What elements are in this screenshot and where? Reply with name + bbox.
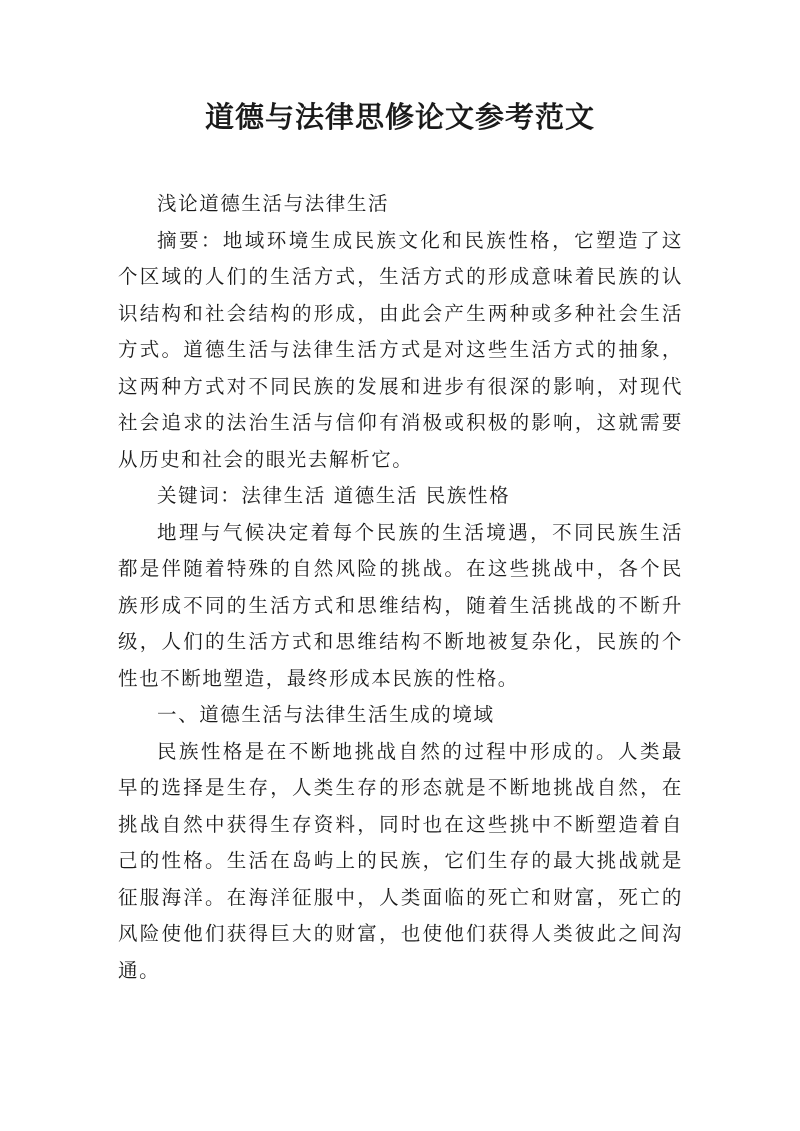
document-body xyxy=(118,186,683,989)
keywords-paragraph: 关键词：法律生活 道德生活 民族性格 xyxy=(157,484,511,507)
abstract-paragraph: 摘要：地域环境生成民族文化和民族性格，它塑造了这个区域的人们的生活方式，生活方式的形成意味着民族的认识结构和社会结构的形成，由此会产生两种或多种社会生活方式。道德生活与法律生活方式是对这些生活方式的抽象，这两种方式对不同民族的发展和进步有很深的影响，对现代社会追求的法治生活与信仰有消极或积极的影响，这就需要从历史和社会的眼光去解析它。 xyxy=(118,228,683,471)
document-title: 道德与法律思修论文参考范文 xyxy=(204,100,595,134)
section-heading: 一、道德生活与法律生活生成的境域 xyxy=(157,703,495,726)
section-paragraph: 民族性格是在不断地挑战自然的过程中形成的。人类最早的选择是生存，人类生存的形态就是不断地挑战自然，在挑战自然中获得生存资料，同时也在这些挑中不断塑造着自己的性格。生活在岛屿上的民族，它们生存的最大挑战就是征服海洋。在海洋征服中，人类面临的死亡和财富，死亡的风险使他们获得巨大的财富，也使他们获得人类彼此之间沟通。 xyxy=(118,739,683,982)
subtitle-paragraph: 浅论道德生活与法律生活 xyxy=(157,192,390,215)
intro-paragraph: 地理与气候决定着每个民族的生活境遇，不同民族生活都是伴随着特殊的自然风险的挑战。在这些挑战中，各个民族形成不同的生活方式和思维结构，随着生活挑战的不断升级，人们的生活方式和思维结构不断地被复杂化，民族的个性也不断地塑造，最终形成本民族的性格。 xyxy=(118,520,683,690)
